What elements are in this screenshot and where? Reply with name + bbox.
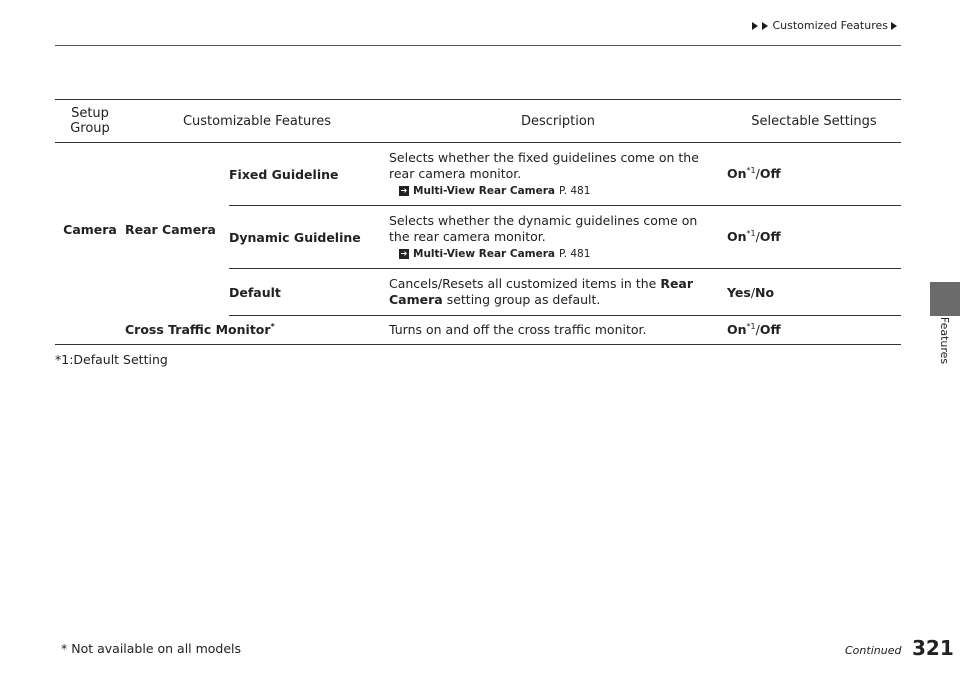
setting-off: Off [759, 166, 781, 182]
description-text [389, 276, 709, 308]
cross-reference[interactable] [399, 246, 727, 262]
description-text: Selects whether the fixed guidelines come on the rear camera monitor. [389, 149, 699, 181]
selectable-setting [727, 206, 901, 269]
section-tab-label: Features [938, 316, 952, 364]
header-customizable-features: Customizable Features [125, 100, 389, 143]
feature-description [389, 269, 727, 316]
description-bold: Rear Camera [389, 276, 694, 307]
breadcrumb-label: Customized Features [772, 19, 888, 32]
availability-note: * Not available on all models [61, 641, 242, 656]
default-mark: *1 [746, 229, 756, 239]
setting-separator: / [750, 284, 756, 300]
triangle-arrow-icon [752, 22, 758, 30]
setting-on: Yes [727, 284, 751, 300]
availability-mark: * [270, 322, 275, 332]
cross-reference[interactable] [399, 183, 727, 199]
continued-label: Continued [845, 644, 902, 657]
sub-group-rear-camera: Rear Camera [125, 221, 216, 237]
feature-name: Dynamic Guideline [229, 206, 389, 269]
reference-page: P. 481 [559, 184, 591, 197]
setting-separator: / [755, 322, 760, 338]
triangle-arrow-icon [891, 22, 897, 30]
footnote-default-setting: *1:Default Setting [55, 352, 168, 367]
feature-name-text: Cross Traffic Monitor [125, 322, 271, 338]
feature-name: Fixed Guideline [229, 143, 389, 206]
header-setup-group: Setup Group [55, 100, 125, 143]
group-camera: Camera [63, 221, 117, 237]
selectable-setting [727, 316, 901, 345]
description-part: Cancels/Resets all customized items in the [389, 276, 661, 291]
feature-description [389, 143, 727, 206]
default-mark: *1 [746, 166, 756, 176]
description-text: Selects whether the dynamic guidelines come on the rear camera monitor. [389, 212, 698, 244]
triangle-arrow-icon [762, 22, 768, 30]
reference-arrow-icon: ➔ [400, 248, 408, 258]
feature-description: Turns on and off the cross traffic monitor. [389, 316, 727, 345]
reference-arrow-icon: ➔ [400, 185, 408, 195]
reference-link[interactable]: Multi-View Rear Camera [413, 247, 555, 260]
setting-off: No [755, 284, 775, 300]
setting-off: Off [759, 322, 781, 338]
selectable-setting [727, 143, 901, 206]
description-part: setting group as default. [442, 292, 601, 307]
header-rule [55, 45, 901, 46]
setting-on: On [727, 229, 747, 245]
setting-off: Off [759, 229, 781, 245]
setting-on: On [727, 166, 747, 182]
header-selectable-settings: Selectable Settings [727, 100, 901, 143]
feature-description [389, 206, 727, 269]
reference-link[interactable]: Multi-View Rear Camera [413, 184, 555, 197]
feature-name: Default [229, 269, 389, 316]
page-number: 321 [912, 636, 954, 660]
selectable-setting [727, 269, 901, 316]
setting-separator: / [755, 229, 760, 245]
feature-name [125, 316, 389, 345]
reference-page: P. 481 [559, 247, 591, 260]
setting-separator: / [755, 166, 760, 182]
default-mark: *1 [746, 322, 756, 332]
header-description: Description [389, 100, 727, 143]
section-tab-label-wrap [932, 310, 958, 370]
setting-on: On [727, 322, 747, 338]
settings-table [55, 99, 901, 345]
breadcrumb [752, 19, 898, 32]
